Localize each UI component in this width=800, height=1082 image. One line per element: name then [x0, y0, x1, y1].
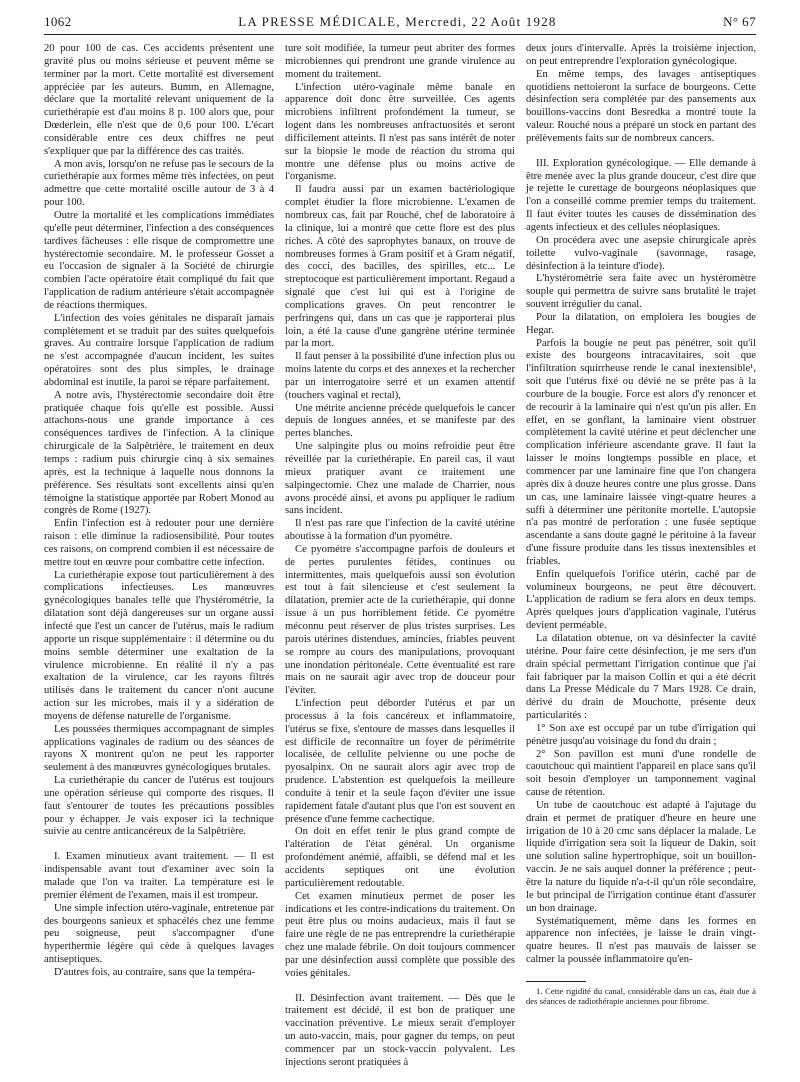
- section-heading-paragraph: I. Examen minutieux avant traitement. — Il est indispensable avant tout d'examiner avec soin la malade que l'on va traiter. La température est le premier élément de l'examen, mais il est trompeur.: [44, 851, 274, 901]
- paragraph: Un tube de caoutchouc est adapté à l'ajutage du drain et permet de pratiquer d'heure en heure une irrigation de 10 à 20 cmc sans déplacer la malade. Le liquide d'irrigation sera soit la liqueur de Dakin, soit une solution saline hypertrophique, soit un bouillon-vaccin. Je ne sais auquel donner la préférence ; peut-être la nature du liquide n'a-t-il qu'un rôle secondaire, le but principal de l'irrigation continue étant d'assurer un bon drainage.: [526, 799, 756, 914]
- paragraph: Cet examen minutieux permet de poser les indications et les contre-indications du traitement. On peut être plus ou moins audacieux, mais il faut se faire une règle de ne pas entreprendre la curiethérapie chez une malade fébrile. On doit toujours commencer par une désinfection aussi complète que possible des voies génitales.: [285, 890, 515, 979]
- paragraph: 2° Son pavillon est muni d'une rondelle de caoutchouc qui maintient l'appareil en place sans qu'il soit besoin d'employer un tamponnement vaginal cause de rétention.: [526, 748, 756, 799]
- paragraph: Il n'est pas rare que l'infection de la cavité utérine aboutisse à la formation d'un pyométre.: [285, 518, 515, 543]
- paragraph: En même temps, des lavages antiseptiques quotidiens nettoieront la surface de bourgeons. Cette désinfection sera complétée par des pansements aux bouillons-vaccins dont Besredka a montré toute la valeur. Rouché nous a préparé un stock en partant des prélèvements faits sur de nombreux cancers.: [526, 68, 756, 144]
- paragraph: La dilatation obtenue, on va désinfecter la cavité utérine. Pour faire cette désinfection, je me sers d'un drain spécial permettant l'irrigation continue que j'ai fait fabriquer par la maison Collin et qui a été décrit dans La Presse Médicale du 7 Mars 1928. Ce drain, dérivé du drain de Mouchotte, présente deux particularités :: [526, 632, 756, 722]
- section-heading-paragraph: II. Désinfection avant traitement. — Dès que le traitement est décidé, il est bon de pratiquer une vaccination préventive. Le mieux serait d'employer un auto-vaccin, mais, pour gagner du temps, on peut commencer par un stock-vaccin polyvalent. Les injections seront pratiquées à: [285, 992, 515, 1068]
- paragraph: Les poussées thermiques accompagnant de simples applications vaginales de radium ou des séances de rayons X montrent qu'on ne peut les rapporter seulement à des manœuvres gynécologiques brutales.: [44, 723, 274, 774]
- paragraph: Une simple infection utéro-vaginale, entretenue par des bourgeons sanieux et sphacélés chez une femme peu soigneuse, peut s'accompagner d'une hyperthermie légère qui cède à quelques lavages antiseptiques.: [44, 902, 274, 966]
- paragraph: ture soit modifiée, la tumeur peut abriter des formes microbiennes qui prendront une grande virulence au moment du traitement.: [285, 43, 515, 80]
- paragraph: L'hystérométrie sera faite avec un hystéromètre souple qui permettra de suivre sans brutalité le trajet souvent irrégulier du canal.: [526, 273, 756, 311]
- paragraph: Systématiquement, même dans les formes en apparence non infectées, je laisse le drain vingt-quatre heures. Il n'est pas mauvais de laisser se calmer la poussée inflammatoire qu'en-: [526, 915, 756, 966]
- paragraph: La curiethérapie expose tout particulièrement à des complications infectieuses. Les manœuvres gynécologiques banales telle que l'hystérométrie, la dilatation sont déjà dangereuses sur un organe aussi infecté que l'est un cancer de l'utérus, mais le radium apporte un risque supplémentaire : il détermine ou du moins semble déterminer une exaltation de la virulence microbienne. En réalité il n'y a pas exaltation de la virulence, car les rayons filtrés utilisés dans le traitement du cancer n'ont aucune action sur les microbes, mais il y a sidération de moyens de défense naturelle de l'organisme.: [44, 569, 274, 722]
- paragraph: D'autres fois, au contraire, sans que la tempéra-: [54, 966, 256, 978]
- paragraph: Outre la mortalité et les complications immédiates qu'elle peut déterminer, l'infection a des conséquences tardives fâcheuses : elle risque de compromettre une hystérectomie secondaire. M. le professeur Gosset a eu l'occasion de signaler à la Société de chirurgie combien l'acte opératoire était compliqué du fait que l'application de radium antérieure s'était accompagnée de réactions thermiques.: [44, 209, 274, 311]
- paragraph: On procédera avec une asepsie chirurgicale après toilette vulvo-vaginale (savonnage, rasage, désinfection à la teinture d'iode).: [526, 234, 756, 272]
- paragraph: L'infection utéro-vaginale même banale en apparence doit donc être surveillée. Ces agents microbiens infiltrent profondément la tumeur, se logent dans les nombreuses anfractuosités et seront difficilement atteints. Il n'est pas sans intérêt de noter sur la biopsie le mode de réaction du stroma qui montre une défense plus ou moins active de l'organisme.: [285, 81, 515, 183]
- paragraph: Il faut penser à la possibilité d'une infection plus ou moins latente du corps et des annexes et la rechercher par un interrogatoire serré et un examen attentif (touchers vaginal et rectal),: [285, 351, 515, 401]
- paragraph: deux jours d'intervalle. Après la troisième injection, on peut entreprendre l'exploration gynécologique.: [526, 43, 756, 67]
- issue-number: N° 67: [723, 14, 756, 29]
- section-heading-paragraph: III. Exploration gynécologique. — Elle demande à être menée avec la plus grande douceur, c'est dire que je rejette le curettage de bourgeons néoplasiques que l'on a conseillé comme premier temps du traitement. Il faut éviter toutes les causes de dissémination des agents infectieux et des cellules néoplasiques.: [526, 157, 756, 233]
- paragraph: Une métrite ancienne précède quelquefois le cancer depuis de longues années, et se manifeste par des pertes blanches.: [285, 402, 515, 440]
- paragraph: On doit en effet tenir le plus grand compte de l'altération de l'état général. Un organisme profondément anémié, affaibli, se défend mal et les accidents septiques ont une évolution particulièrement redoutable.: [285, 826, 515, 889]
- footnote-divider: [526, 981, 586, 982]
- paragraph: L'infection peut déborder l'utérus et par un processus à la fois cancéreux et inflammatoire, l'utérus se fixe, s'entoure de masses dans lesquelles il est difficile de reconnaître un foyer de périmétrite localisée, de cellulite pelvienne ou une poche de pyosalpinx. On ne saurait alors agir avec trop de prudence. L'abstention est quelquefois la meilleure conduite à tenir et la seule façon d'éviter une issue rapidement fatale d'autant plus que l'on est souvent en présence d'une femme cachectique.: [285, 698, 515, 825]
- paragraph: Enfin quelquefois l'orifice utérin, caché par de volumineux bourgeons, ne peut être découvert. L'application de radium se fera alors en deux temps. Après quelques jours d'application vaginale, l'utérus devient perméable.: [526, 568, 756, 632]
- paragraph: Pour la dilatation, on emploiera les bougies de Hegar.: [526, 311, 756, 336]
- footnote: 1. Cette rigidité du canal, considérable dans un cas, était due à des séances de radiothérapie anciennes pour fibrome.: [526, 985, 756, 1007]
- paragraph: Une salpingite plus ou moins refroidie peut être réveillée par la curiethérapie. En pareil cas, il vaut mieux pratiquer avant ce traitement une salpingectomie. Chez une malade de Charrier, nous avons procédé ainsi, et avons pu appliquer le radium sans incident.: [285, 441, 515, 517]
- paragraph: Ce pyométre s'accompagne parfois de douleurs et de pertes purulentes fétides, continues ou intermittentes, mais quelquefois aussi son évolution est tout à fait silencieuse et c'est seulement la dilatation, premier acte de la curiethérapie, qui donne issue à un pus horriblement fétide. Ce pyométre méconnu peut réserver de plus tristes surprises. Les parois utérines distendues, amincies, friables peuvent se rompre au cours des manipulations, provoquant une inondation péritonéale. Cette éventualité est rare mais on ne saurait agir avec trop de douceur pour l'éviter.: [285, 543, 515, 697]
- journal-title: LA PRESSE MÉDICALE, Mercredi, 22 Août 1928: [238, 14, 557, 29]
- running-header: [44, 14, 756, 35]
- paragraph: La curiethérapie du cancer de l'utérus est toujours une opération sérieuse qui comporte des risques. Il faut s'entourer de toutes les précautions possibles pour y échapper. Je vais exposer ici la technique suivie au centre anticancéreux de la Salpêtrière.: [44, 775, 274, 838]
- paragraph: 1° Son axe est occupé par un tube d'irrigation qui pénètre jusqu'au voisinage du fond du drain ;: [526, 722, 756, 747]
- paragraph: L'infection des voies génitales ne disparaît jamais complètement et se traduit par des suites quelquefois graves. Au contraire lorsque l'application de radium ne s'est accompagnée d'aucun incident, les suites opératoires sont des plus simples, le drainage abdominal est inutile, la paroi se répare parfaitement.: [44, 312, 274, 388]
- paragraph: A mon avis, lorsqu'on ne refuse pas le secours de la curiethérapie aux formes même très infectées, on peut admettre que cette mortalité oscille autour de 3 à 4 pour 100.: [44, 158, 274, 209]
- column-1: [44, 43, 274, 1070]
- journal-page: [44, 14, 756, 1070]
- text-columns: [44, 43, 756, 1070]
- paragraph: Enfin l'infection est à redouter pour une dernière raison : elle diminue la radiosensibilité. Pour toutes ces raisons, on comprend combien il est nécessaire de mettre tout en œuvre pour combattre cette infection.: [44, 518, 274, 568]
- paragraph: A notre avis, l'hystérectomie secondaire doit être pratiquée chaque fois qu'elle est possible. Aussi attachons-nous une grande importance à ces conséquences tardives de l'infection. A la clinique chirurgicale de la Salpêtrière, le traitement en deux temps : radium puis chirurgie cinq à six semaines après, est la technique à laquelle nous donnons la préférence. Ses résultats sont excellents ainsi qu'en témoigne la statistique apportée par Robert Monod au congrès de Rome (1927).: [44, 389, 274, 517]
- column-3: [526, 43, 756, 1070]
- paragraph: 20 pour 100 de cas. Ces accidents présentent une gravité plus ou moins sérieuse et peuvent même se terminer par la mort. Cette mortalité est diversement appréciée par les auteurs. Bumm, en Allemagne, déclare que la mortalité relevant uniquement de la curiethérapie est d'au moins 8 p. 100 alors que, pour Dœderlein, elle n'est que de 0,6 pour 100. L'écart considérable entre ces deux chiffres ne peut s'expliquer que par la différence des cas traités.: [44, 43, 274, 157]
- column-2: [285, 43, 515, 1070]
- paragraph: Parfois la bougie ne peut pas pénétrer, soit qu'il existe des bourgeons intracavitaires, soit que l'infiltration squirrheuse rende le canal inextensible¹, soit que l'utérus fixé ou dévié ne se prête pas à la courbure de la bougie. Force est alors d'y renoncer et de recourir à la laminaire qui n'est qu'un pis aller. En effet, en se gonflant, la laminaire vient obstruer complètement la cavité utérine et peut déclencher une complication inférieure ascendante grave. Il faut la laisser le moins longtemps possible en place, et commencer par une laminaire fine que l'on changera après dix à douze heures contre une plus grosse. Dans un cas, une laminaire laissée vingt-quatre heures a suffi à déterminer une péritonite mortelle. L'autopsie n'a pas montré de perforation : une fusée septique ascendante a sans doute gagné le péritoine à la faveur d'une fissure produite dans les tissus inextensibles et friables.: [526, 337, 756, 567]
- paragraph: Il faudra aussi par un examen bactériologique complet étudier la flore microbienne. L'examen de nombreux cas, fait par Rouché, chef de laboratoire à la clinique, lui a montré que cette flore est des plus riches. A côté des saprophytes banaux, on trouve de nombreuses formes à Gram positif et à Gram négatif, des cocci, des bacilles, des spirilles, etc... Le streptocoque est particulièrement important. Regaud a signalé que c'est lui qui est à l'origine de complications graves. On peut rencontrer le perfringens qui, dans un cas que je rapporterai plus loin, a été la cause d'une gangrène utérine terminée par la mort.: [285, 184, 515, 350]
- page-number: 1062: [44, 14, 72, 29]
